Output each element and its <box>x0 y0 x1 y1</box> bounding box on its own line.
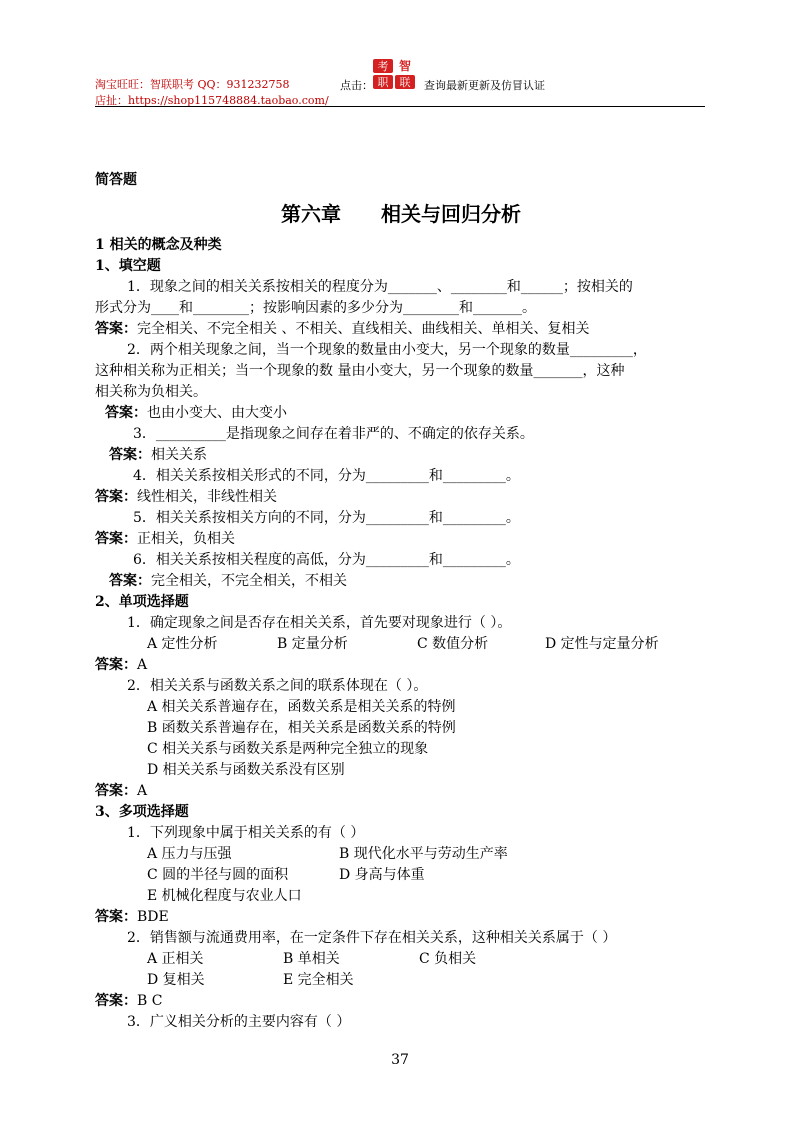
option-row <box>95 970 707 991</box>
answer-line <box>95 319 707 340</box>
answer-text: 正相关，负相关 <box>137 531 235 547</box>
answer-text: A <box>137 783 148 799</box>
answer-line <box>95 487 707 508</box>
option-row <box>95 865 707 886</box>
option-row <box>95 634 707 655</box>
answer-line <box>95 529 707 550</box>
option-row <box>95 949 707 970</box>
question-text: 3．广义相关分析的主要内容有（ ） <box>127 1014 351 1030</box>
option-b: B 单相关 <box>283 951 340 967</box>
header-click-label: 点击： <box>340 79 373 92</box>
answer-label: 答案： <box>95 909 137 925</box>
question-text: 相关称为负相关。 <box>95 384 207 400</box>
document-body <box>95 170 707 1033</box>
option-b: B 函数关系普遍存在，相关关系是函数关系的特例 <box>147 720 456 736</box>
option-a: A 相关关系普遍存在，函数关系是相关关系的特例 <box>147 699 456 715</box>
header-line-shop-url[interactable]: 店扯：https://shop115748884.taobao.com/ <box>95 94 329 107</box>
question-text: 4．相关关系按相关形式的不同，分为_________和_________。 <box>133 468 520 484</box>
question-text: 6．相关关系按相关程度的高低，分为_________和_________。 <box>133 552 520 568</box>
question-text: 2．销售额与流通费用率，在一定条件下存在相关关系，这种相关关系属于（ ） <box>127 930 617 946</box>
answer-label: 答案： <box>95 657 137 673</box>
answer-label: 答案： <box>105 405 147 421</box>
answer-label: 答案： <box>95 321 137 337</box>
answer-line <box>95 403 707 424</box>
page-number: 37 <box>391 1052 409 1068</box>
answer-text: 完全相关、不完全相关 、不相关、直线相关、曲线相关、单相关、复相关 <box>137 321 590 337</box>
answer-label: 答案： <box>95 783 137 799</box>
answer-label: 答案： <box>95 531 137 547</box>
answer-line <box>95 991 707 1012</box>
answer-text: A <box>137 657 148 673</box>
option-e: E 机械化程度与农业人口 <box>147 888 302 904</box>
question-text: 1．确定现象之间是否存在相关关系，首先要对现象进行（ ）。 <box>127 615 512 631</box>
question-text: 5．相关关系按相关方向的不同，分为_________和_________。 <box>133 510 520 526</box>
option-c: C 圆的半径与圆的面积 <box>147 867 289 883</box>
option-a: A 正相关 <box>147 951 204 967</box>
answer-text: 相关关系 <box>151 447 207 463</box>
answer-text: BDE <box>137 909 169 925</box>
header-shop-info <box>95 77 329 109</box>
option-a: A 压力与压强 <box>147 846 232 862</box>
question-text: 1．现象之间的相关关系按相关的程度分为_______、________和______；按相关的 <box>127 279 633 295</box>
logo-char-2: 智 <box>398 59 412 73</box>
question-text: 2．相关关系与函数关系之间的联系体现在（ ）。 <box>127 678 428 694</box>
answer-line <box>95 655 707 676</box>
question-text: 1．下列现象中属于相关关系的有（ ） <box>127 825 365 841</box>
section-label: 简答题 <box>95 172 137 188</box>
answer-label: 答案： <box>109 573 151 589</box>
option-b: B 定量分析 <box>277 636 348 652</box>
logo-char-3: 职 <box>377 76 389 89</box>
logo-char-1: 考 <box>377 60 389 73</box>
answer-label: 答案： <box>95 993 137 1009</box>
question-text: 2．两个相关现象之间，当一个现象的数量由小变大，另一个现象的数量_________， <box>127 342 647 358</box>
answer-line <box>95 445 707 466</box>
question-text: 形式分为____和________；按影响因素的多少分为________和_______。 <box>95 300 536 316</box>
answer-line <box>95 907 707 928</box>
option-c: C 数值分析 <box>417 636 489 652</box>
answer-label: 答案： <box>95 489 137 505</box>
question-text: 这种相关称为正相关；当一个现象的数 量由小变大，另一个现象的数量_______，这种 <box>95 363 625 379</box>
option-d: D 身高与体重 <box>339 867 425 883</box>
header-verify-link[interactable]: 查询最新更新及仿冒认证 <box>424 79 545 92</box>
option-d: D 相关关系与函数关系没有区别 <box>147 762 345 778</box>
answer-line <box>95 781 707 802</box>
question-text: 3．__________是指现象之间存在着非严的、不确定的依存关系。 <box>133 426 534 442</box>
option-e: E 完全相关 <box>283 972 354 988</box>
option-d: D 复相关 <box>147 972 205 988</box>
chapter-title: 第六章 相关与回归分析 <box>281 202 521 226</box>
fill-blank-heading: 1、填空题 <box>95 258 161 274</box>
option-c: C 相关关系与函数关系是两种完全独立的现象 <box>147 741 429 757</box>
option-b: B 现代化水平与劳动生产率 <box>339 846 508 862</box>
option-c: C 负相关 <box>419 951 477 967</box>
answer-text: B C <box>137 993 163 1009</box>
single-choice-heading: 2、单项选择题 <box>95 594 189 610</box>
option-row <box>95 844 707 865</box>
header-divider <box>95 106 705 107</box>
logo-char-4: 联 <box>399 76 411 89</box>
answer-label: 答案： <box>109 447 151 463</box>
answer-line <box>95 571 707 592</box>
multi-choice-heading: 3、多项选择题 <box>95 804 189 820</box>
answer-text: 也由小变大、由大变小 <box>147 405 287 421</box>
answer-text: 线性相关，非线性相关 <box>137 489 277 505</box>
option-d: D 定性与定量分析 <box>545 636 659 652</box>
zhilian-logo[interactable] <box>372 55 418 93</box>
option-a: A 定性分析 <box>147 636 218 652</box>
header-line-contact: 淘宝旺旺：智联职考 QQ：931232758 <box>95 78 290 91</box>
answer-text: 完全相关，不完全相关，不相关 <box>151 573 347 589</box>
subsection-heading: 1 相关的概念及种类 <box>95 237 222 253</box>
